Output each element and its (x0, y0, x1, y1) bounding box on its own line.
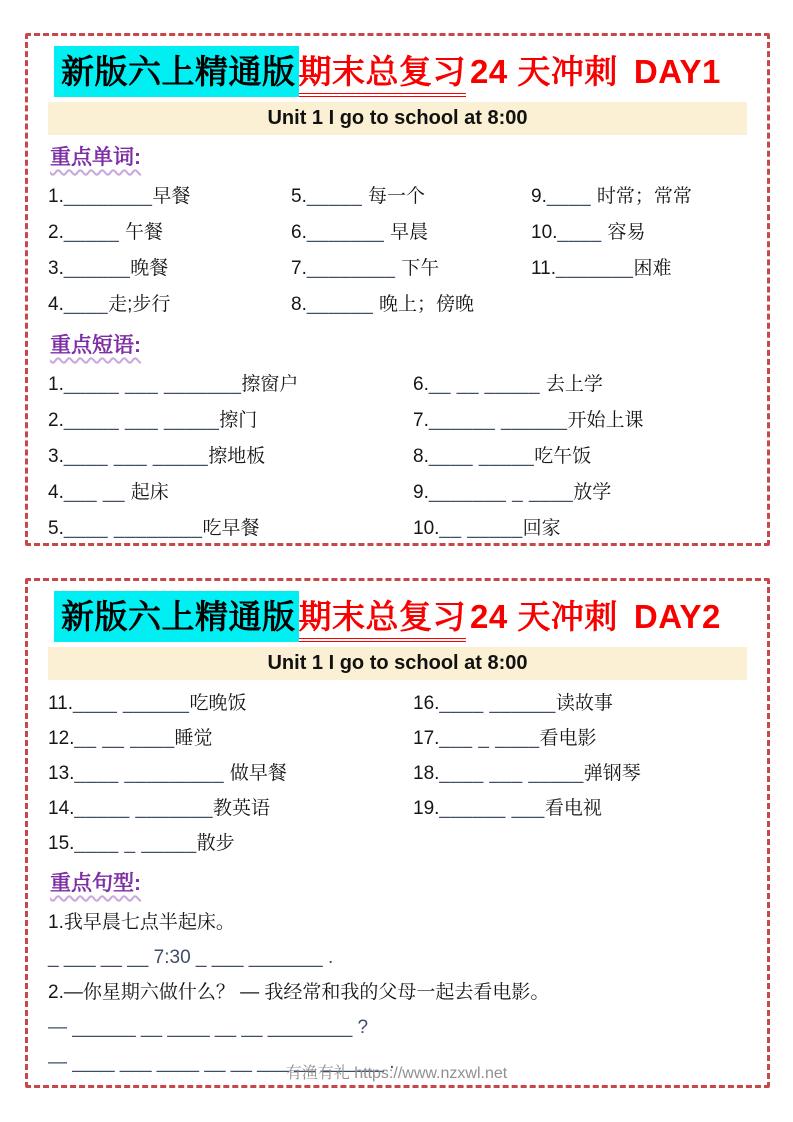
item-label: 弹钢琴 (583, 763, 641, 784)
phrase-item (48, 439, 413, 475)
item-label: 读故事 (555, 693, 613, 714)
item-label: 吃晚饭 (189, 693, 247, 714)
item-number: 14. (48, 798, 75, 819)
words-heading: 重点单词: (50, 146, 141, 169)
title-day: DAY2 (633, 598, 721, 635)
phrase-item (48, 686, 413, 721)
item-label: 放学 (573, 482, 612, 503)
word-item (291, 287, 531, 323)
phrases-heading: 重点短语: (50, 334, 141, 357)
sentence-fill-line: — ____ ___ ____ __ __ ___ __ ______ . (48, 1052, 395, 1073)
item-label: 困难 (633, 258, 672, 279)
phrases-grid (48, 367, 747, 546)
item-number: 16. (413, 693, 440, 714)
item-label: 吃早餐 (202, 518, 260, 539)
item-label: 晚上；傍晚 (379, 294, 475, 315)
item-number: 7. (413, 410, 429, 431)
phrase-item (413, 756, 747, 791)
item-label: 午餐 (124, 222, 163, 243)
fill-blank: __ __ _____ (428, 374, 546, 395)
item-number: 11. (531, 258, 557, 279)
item-number: 6. (291, 222, 307, 243)
item-number: 9. (413, 482, 429, 503)
unit-banner: Unit 1 I go to school at 8:00 (48, 102, 747, 135)
phrase-item (413, 439, 747, 475)
word-item (531, 251, 747, 287)
item-number: 6. (413, 374, 429, 395)
item-label: 晚餐 (130, 258, 169, 279)
words-col3 (531, 179, 747, 323)
phrase-item (413, 791, 747, 826)
item-label: 看电视 (544, 798, 602, 819)
title-highlight: 新版六上精通版 (54, 46, 299, 97)
fill-blank: ______ ___ (439, 798, 545, 819)
item-label: 回家 (522, 518, 561, 539)
item-number: 1. (48, 186, 64, 207)
day2-card (25, 578, 770, 1088)
item-number: 3. (48, 258, 64, 279)
title-underlined: 期末总复习 (299, 597, 467, 642)
fill-blank: _______ (306, 222, 391, 243)
item-label: 看电影 (539, 728, 597, 749)
phrase-item (48, 791, 413, 826)
item-label: 开始上课 (567, 410, 644, 431)
item-label: 走;步行 (108, 294, 171, 315)
watermark: 有渔有礼 https://www.nzxwl.net (285, 1065, 508, 1082)
phrase-item (413, 403, 747, 439)
fill-blank: _______ _ ____ (428, 482, 574, 503)
item-label: 早餐 (152, 186, 191, 207)
word-item (291, 215, 531, 251)
fill-blank: ____ ___ _____ (439, 763, 584, 784)
item-number: 18. (413, 763, 440, 784)
fill-blank: ____ ______ (73, 693, 190, 714)
fill-blank: ___ __ (63, 482, 131, 503)
fill-blank: __ __ ____ (74, 728, 175, 749)
word-item (291, 179, 531, 215)
phrase-item (48, 826, 413, 861)
item-label: 散步 (196, 833, 235, 854)
item-label: 早晨 (390, 222, 429, 243)
item-number: 8. (413, 446, 429, 467)
item-number: 7. (291, 258, 307, 279)
item-number: 12. (48, 728, 75, 749)
item-label: 擦地板 (208, 446, 266, 467)
item-label: 擦窗户 (241, 374, 299, 395)
day2-title (54, 591, 747, 643)
fill-blank: _____ (306, 186, 368, 207)
fill-blank: ____ (63, 294, 109, 315)
item-number: 2. (48, 222, 64, 243)
word-item (531, 179, 747, 215)
word-item (48, 251, 291, 287)
phrase-item (413, 686, 747, 721)
fill-blank: ____ _ _____ (74, 833, 197, 854)
item-number: 5. (291, 186, 307, 207)
item-number: 5. (48, 518, 64, 539)
item-number: 9. (531, 186, 547, 207)
title-rest: 24 天冲刺 (470, 598, 618, 635)
phrase-item (413, 511, 747, 546)
item-number: 2. (48, 410, 64, 431)
item-label: 睡觉 (174, 728, 213, 749)
sentence-fill-line: _ ___ __ __ 7:30 _ ___ _______ . (48, 947, 334, 968)
item-number: 17. (413, 728, 440, 749)
item-number: 10. (413, 518, 440, 539)
phrase-item (413, 367, 747, 403)
title-highlight: 新版六上精通版 (54, 591, 299, 642)
word-item (48, 287, 291, 323)
word-item (531, 215, 747, 251)
words-col1 (48, 179, 291, 323)
item-label: 做早餐 (229, 763, 287, 784)
fill-blank: _____ (63, 222, 125, 243)
phrase-item (48, 756, 413, 791)
title-day: DAY1 (633, 53, 721, 90)
words-col2 (291, 179, 531, 323)
item-number: 1. (48, 374, 64, 395)
words-grid (48, 179, 747, 323)
item-label: 教英语 (213, 798, 271, 819)
item-number: 4. (48, 294, 64, 315)
word-item (48, 179, 291, 215)
phrase-item (48, 403, 413, 439)
sentence-line: 2.—你星期六做什么？ — 我经常和我的父母一起去看电影。 (48, 982, 550, 1003)
fill-blank: ____ _____ (428, 446, 535, 467)
item-label: 时常；常常 (596, 186, 692, 207)
title-underlined: 期末总复习 (299, 52, 467, 97)
fill-blank: _______ (556, 258, 634, 279)
fill-blank: ____ (546, 186, 597, 207)
fill-blank: ________ (63, 186, 153, 207)
phrases2-col1 (48, 686, 413, 861)
item-number: 10. (531, 222, 558, 243)
day1-title (54, 46, 747, 98)
fill-blank: ____ (557, 222, 608, 243)
fill-blank: ______ (306, 294, 380, 315)
sentences-heading: 重点句型: (50, 872, 141, 895)
day1-card (25, 33, 770, 546)
item-label: 每一个 (367, 186, 425, 207)
item-number: 13. (48, 763, 75, 784)
fill-blank: _____ ___ _______ (63, 374, 242, 395)
fill-blank: _____ ___ _____ (63, 410, 220, 431)
phrase-item (413, 475, 747, 511)
item-number: 8. (291, 294, 307, 315)
fill-blank: _____ _______ (74, 798, 214, 819)
fill-blank: ______ ______ (428, 410, 568, 431)
phrase-item (48, 721, 413, 756)
phrase-item (48, 475, 413, 511)
sentences-block (48, 905, 747, 1080)
fill-blank: ________ (306, 258, 402, 279)
item-label: 容易 (607, 222, 646, 243)
item-label: 吃午饭 (534, 446, 592, 467)
phrases2-col2 (413, 686, 747, 861)
title-rest: 24 天冲刺 (470, 53, 618, 90)
phrases-col1 (48, 367, 413, 546)
fill-blank: ____ ______ (439, 693, 556, 714)
fill-blank: ____ _________ (74, 763, 230, 784)
fill-blank: ____ ________ (63, 518, 203, 539)
phrase-item (48, 367, 413, 403)
unit-banner: Unit 1 I go to school at 8:00 (48, 647, 747, 680)
fill-blank: ____ ___ _____ (63, 446, 209, 467)
item-label: 下午 (401, 258, 440, 279)
fill-blank: ______ (63, 258, 131, 279)
word-item (48, 215, 291, 251)
item-label: 擦门 (219, 410, 258, 431)
item-number: 4. (48, 482, 64, 503)
fill-blank: ___ _ ____ (439, 728, 540, 749)
phrases-grid-2 (48, 686, 747, 861)
item-number: 15. (48, 833, 75, 854)
item-label: 去上学 (545, 374, 603, 395)
word-item (291, 251, 531, 287)
item-number: 3. (48, 446, 64, 467)
item-label: 起床 (130, 482, 169, 503)
item-number: 19. (413, 798, 440, 819)
item-number: 11. (48, 693, 74, 714)
phrase-item (413, 721, 747, 756)
sentence-fill-line: — ______ __ ____ __ __ ________ ? (48, 1017, 369, 1038)
phrases-col2 (413, 367, 747, 546)
sentence-line: 1.我早晨七点半起床。 (48, 912, 235, 933)
phrase-item (48, 511, 413, 546)
fill-blank: __ _____ (439, 518, 523, 539)
